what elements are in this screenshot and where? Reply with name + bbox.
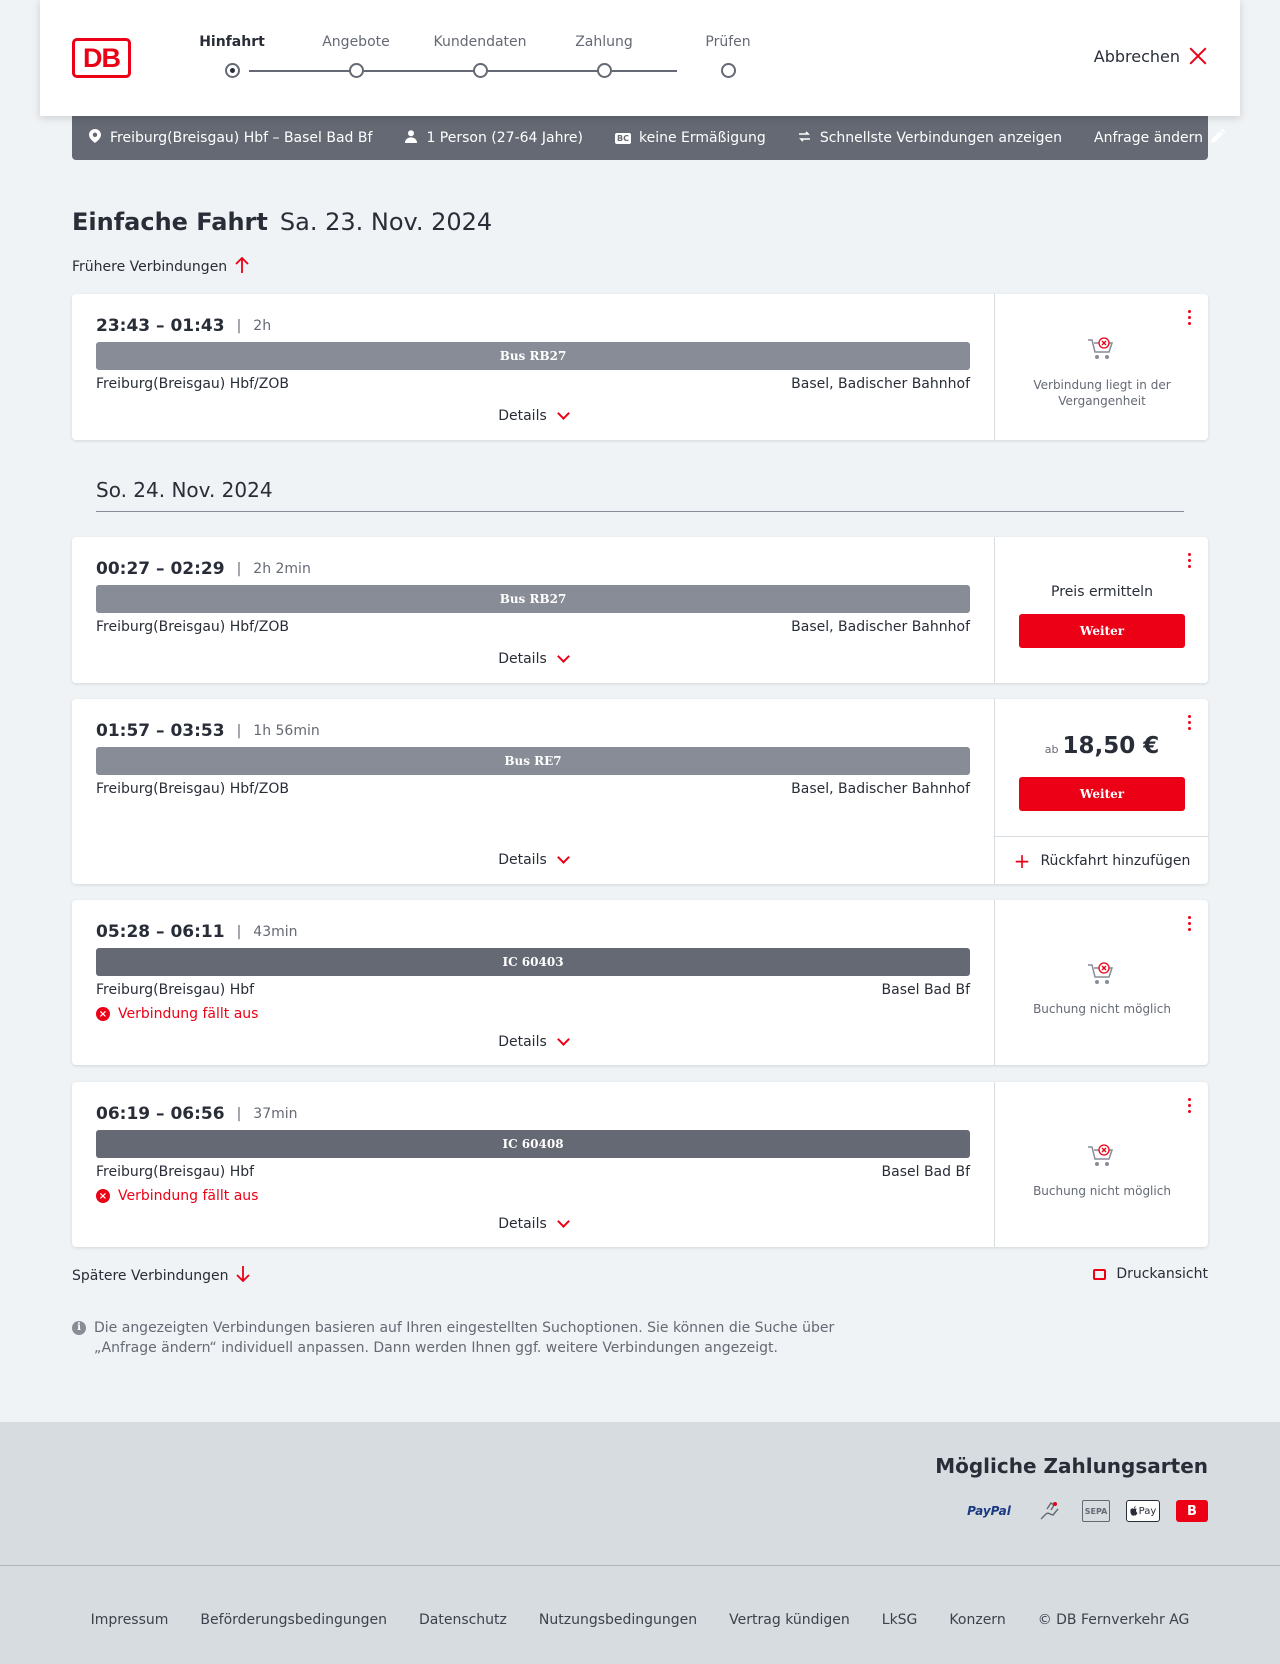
- more-options-icon[interactable]: [1188, 916, 1192, 931]
- footer-link-impressum[interactable]: Impressum: [90, 1612, 169, 1628]
- request-summary-bar: [72, 116, 1208, 160]
- cart-unavailable-icon: [1087, 1143, 1117, 1169]
- connection-info: [72, 699, 994, 884]
- route-summary: Freiburg(Breisgau) Hbf – Basel Bad Bf: [88, 129, 372, 147]
- continue-button[interactable]: Weiter: [1019, 614, 1185, 648]
- step-kundendaten: Kundendaten: [418, 34, 542, 54]
- transfer-arrows-icon: [798, 131, 812, 146]
- cart-unavailable-icon: [1087, 961, 1117, 987]
- footer-link-konzern[interactable]: Konzern: [949, 1612, 1006, 1628]
- connection-action: [994, 294, 1208, 440]
- footer: [0, 1566, 1280, 1664]
- footer-link-datenschutz[interactable]: Datenschutz: [418, 1612, 507, 1628]
- connection-action: [994, 900, 1208, 1065]
- close-icon: [1188, 46, 1208, 66]
- cancellation-notice: × Verbindung fällt aus: [96, 1006, 258, 1022]
- person-icon: [404, 130, 418, 147]
- footer-link-lksg[interactable]: LkSG: [881, 1612, 918, 1628]
- day-separator: So. 24. Nov. 2024: [96, 478, 1184, 512]
- price: ab 18,50 €: [1044, 733, 1160, 759]
- printer-icon: [1093, 1269, 1106, 1280]
- departure-station: Freiburg(Breisgau) Hbf/ZOB: [96, 376, 289, 392]
- departure-station: Freiburg(Breisgau) Hbf/ZOB: [96, 619, 289, 635]
- connection-card: [72, 699, 1208, 884]
- earlier-connections-link[interactable]: Frühere Verbindungen: [72, 257, 249, 277]
- connection-info: [72, 537, 994, 683]
- connection-times: 05:28 – 06:11 | 43min: [96, 922, 298, 942]
- plus-icon: +: [1013, 848, 1031, 873]
- payment-title: Mögliche Zahlungsarten: [935, 1454, 1208, 1478]
- connection-info: [72, 294, 994, 440]
- connection-times: 01:57 – 03:53 | 1h 56min: [96, 721, 320, 741]
- arrival-station: Basel Bad Bf: [881, 982, 970, 998]
- add-return-trip-button[interactable]: + Rückfahrt hinzufügen: [995, 836, 1209, 884]
- sepa-icon: SEPA: [1082, 1500, 1110, 1522]
- more-options-icon[interactable]: [1188, 310, 1192, 325]
- progress-stepper: [170, 34, 840, 84]
- connection-card: [72, 1082, 1208, 1247]
- connection-action: [994, 699, 1208, 884]
- connection-card: [72, 537, 1208, 683]
- details-toggle[interactable]: Details: [72, 651, 994, 667]
- header: [40, 0, 1240, 116]
- more-options-icon[interactable]: [1188, 715, 1192, 730]
- stepper-line: [249, 70, 677, 72]
- later-connections-link[interactable]: Spätere Verbindungen: [72, 1266, 250, 1286]
- status-message: Buchung nicht möglich: [1033, 1184, 1171, 1198]
- connection-card: [72, 294, 1208, 440]
- step-pruefen: Prüfen: [666, 34, 790, 54]
- details-toggle[interactable]: Details: [72, 852, 994, 868]
- arrival-station: Basel, Badischer Bahnhof: [791, 619, 970, 635]
- info-note: i Die angezeigten Verbindungen basieren auf Ihren eingestellten Suchoptionen. Sie können die Suche über „Anfrage ändern“ individuell anpassen. Dann werden Ihnen ggf. weitere Verbindungen angezeigt.: [72, 1318, 852, 1358]
- arrow-down-icon: [236, 1266, 250, 1286]
- pencil-icon: [1211, 129, 1225, 147]
- details-toggle[interactable]: Details: [72, 408, 994, 424]
- line-bar: IC 60403: [96, 948, 970, 976]
- details-toggle[interactable]: Details: [72, 1034, 994, 1050]
- departure-station: Freiburg(Breisgau) Hbf: [96, 982, 255, 998]
- apple-pay-icon: Pay: [1126, 1500, 1160, 1522]
- change-request-button[interactable]: Anfrage ändern: [1094, 129, 1225, 147]
- discount-summary: BC keine Ermäßigung: [617, 130, 766, 146]
- step-dot: [721, 63, 736, 78]
- step-zahlung: Zahlung: [542, 34, 666, 54]
- price-label: Preis ermitteln: [1051, 584, 1153, 600]
- chevron-down-icon: [557, 851, 570, 864]
- footer-link-vertrag-kuendigen[interactable]: Vertrag kündigen: [729, 1612, 850, 1628]
- connection-info: [72, 900, 994, 1065]
- step-hinfahrt: Hinfahrt: [170, 34, 294, 54]
- status-message: Buchung nicht möglich: [1033, 1002, 1171, 1016]
- chevron-down-icon: [557, 1033, 570, 1046]
- connection-action: [994, 1082, 1208, 1247]
- arrival-station: Basel, Badischer Bahnhof: [791, 376, 970, 392]
- passenger-summary: 1 Person (27-64 Jahre): [404, 130, 583, 147]
- arrival-station: Basel, Badischer Bahnhof: [791, 781, 970, 797]
- connection-action: [994, 537, 1208, 683]
- arrival-station: Basel Bad Bf: [881, 1164, 970, 1180]
- departure-station: Freiburg(Breisgau) Hbf/ZOB: [96, 781, 289, 797]
- db-logo[interactable]: DB: [72, 38, 131, 78]
- db-card-icon: B: [1176, 1500, 1208, 1522]
- fastest-connections-option: Schnellste Verbindungen anzeigen: [798, 130, 1062, 146]
- step-dot: [473, 63, 488, 78]
- step-dot-active: [225, 63, 240, 78]
- chevron-down-icon: [557, 1215, 570, 1228]
- cancel-circle-icon: ×: [96, 1189, 110, 1203]
- connection-times: 23:43 – 01:43 | 2h: [96, 316, 272, 336]
- payment-methods-section: [0, 1422, 1280, 1566]
- page-title: Einfache Fahrt Sa. 23. Nov. 2024: [72, 208, 493, 236]
- cancel-circle-icon: ×: [96, 1007, 110, 1021]
- copyright: © DB Fernverkehr AG: [1037, 1612, 1190, 1628]
- continue-button[interactable]: Weiter: [1019, 777, 1185, 811]
- more-options-icon[interactable]: [1188, 1098, 1192, 1113]
- footer-links: [0, 1612, 1280, 1628]
- payment-icons: [960, 1500, 1208, 1522]
- connection-info: [72, 1082, 994, 1247]
- line-bar: IC 60408: [96, 1130, 970, 1158]
- line-bar: Bus RB27: [96, 585, 970, 613]
- status-message: Verbindung liegt in der Vergangenheit: [1033, 378, 1171, 408]
- step-angebote: Angebote: [294, 34, 418, 54]
- footer-link-nutzungsbedingungen[interactable]: Nutzungsbedingungen: [538, 1612, 698, 1628]
- step-dot: [597, 63, 612, 78]
- footer-link-befoerderungsbedingungen[interactable]: Beförderungsbedingungen: [200, 1612, 387, 1628]
- print-view-link[interactable]: Druckansicht: [1093, 1266, 1208, 1282]
- location-pin-icon: [88, 129, 102, 147]
- chevron-down-icon: [557, 650, 570, 663]
- line-bar: Bus RB27: [96, 342, 970, 370]
- more-options-icon[interactable]: [1188, 553, 1192, 568]
- cart-unavailable-icon: [1087, 336, 1117, 362]
- line-bar: Bus RE7: [96, 747, 970, 775]
- paypal-icon: PayPal: [967, 1504, 1011, 1518]
- chevron-down-icon: [557, 407, 570, 420]
- cancel-button[interactable]: Abbrechen: [1094, 46, 1208, 66]
- bahncard-icon: BC: [617, 133, 629, 143]
- step-dot: [349, 63, 364, 78]
- connection-times: 06:19 – 06:56 | 37min: [96, 1104, 298, 1124]
- arrow-up-icon: [235, 257, 249, 277]
- connection-card: [72, 900, 1208, 1065]
- hand-payment-icon: [1034, 1500, 1066, 1522]
- info-icon: i: [72, 1321, 86, 1335]
- departure-station: Freiburg(Breisgau) Hbf: [96, 1164, 255, 1180]
- cancellation-notice: × Verbindung fällt aus: [96, 1188, 258, 1204]
- details-toggle[interactable]: Details: [72, 1216, 994, 1232]
- connection-times: 00:27 – 02:29 | 2h 2min: [96, 559, 311, 579]
